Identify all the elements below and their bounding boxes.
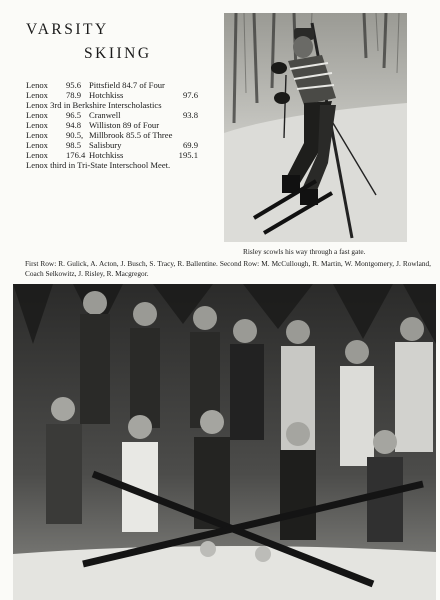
result-row: Lenox 98.5 Salisbury 69.9: [26, 140, 198, 150]
results-list: [26, 80, 198, 170]
result-row: Lenox 90.5, Millbrook 85.5 of Three: [26, 130, 173, 140]
page-title: VARSITY: [26, 21, 109, 38]
skier-action-photo: [224, 13, 407, 242]
result-row: Lenox 176.4 Hotchkiss 195.1: [26, 150, 198, 160]
team-names-caption: First Row: R. Gulick, A. Acton, J. Busch, S. Tracy, R. Ballentine. Second Row: M. McCullough, R. Martin, W. Montgomery, J. Rowland, Coach Selkowitz, J. Risley, R. Macgregor.: [25, 259, 431, 278]
result-row: Lenox 78.9 Hotchkiss 97.6: [26, 90, 198, 100]
action-photo-caption: Risley scowls his way through a fast gate.: [243, 247, 366, 256]
result-row: Lenox 96.5 Cranwell 93.8: [26, 110, 198, 120]
result-row: Lenox 95.6 Pittsfield 84.7 of Four: [26, 80, 165, 90]
result-row: Lenox 3rd in Berkshire Interscholastics: [26, 100, 162, 110]
result-row: Lenox 94.8 Williston 89 of Four: [26, 120, 160, 130]
page-subtitle: SKIING: [84, 45, 152, 62]
team-group-photo: [13, 284, 436, 600]
result-row: Lenox third in Tri-State Interschool Meet.: [26, 160, 171, 170]
skier-action-illustration: [224, 13, 407, 242]
team-group-illustration: [13, 284, 436, 600]
